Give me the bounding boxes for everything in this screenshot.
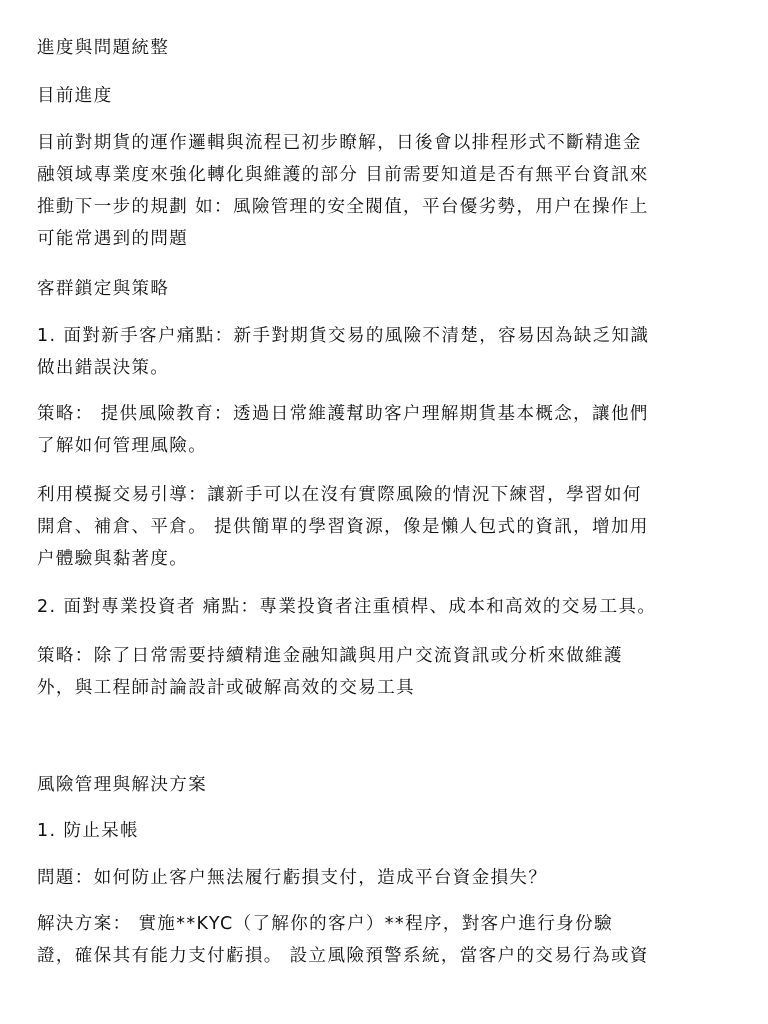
paragraph-line: 户體驗與黏著度。 xyxy=(37,549,189,569)
bad-debt-item xyxy=(37,815,737,847)
paragraph-line: 證，確保其有能力支付虧損。 設立風險預警系統，當客户的交易行為或資 xyxy=(37,946,649,966)
novice-strategy xyxy=(37,398,737,462)
paragraph-line: 融領域專業度來強化轉化與維護的部分 目前需要知道是否有無平台資訊來 xyxy=(37,165,649,185)
paragraph-line: 推動下一步的規劃 如：風險管理的安全閥值，平台優劣勢，用户在操作上 xyxy=(37,197,649,217)
paragraph-line: 問題：如何防止客户無法履行虧損支付，造成平台資金損失？ xyxy=(37,868,548,888)
customers-heading xyxy=(37,273,737,305)
paragraph-line: 可能常遇到的問題 xyxy=(37,229,189,249)
document-title xyxy=(37,32,737,64)
progress-paragraph xyxy=(37,127,737,255)
novice-pain-point xyxy=(37,320,737,384)
paragraph-line: 解決方案： 實施**KYC（了解你的客户）**程序，對客户進行身份驗 xyxy=(37,914,613,934)
paragraph-line: 外，與工程師討論設計或破解高效的交易工具 xyxy=(37,678,415,698)
professional-strategy xyxy=(37,640,737,704)
progress-heading-text: 目前進度 xyxy=(37,86,113,106)
paragraph-line: 做出錯誤決策。 xyxy=(37,358,170,378)
paragraph-line: 了解如何管理風險。 xyxy=(37,436,208,456)
paragraph-line: 目前對期貨的運作邏輯與流程已初步瞭解，日後會以排程形式不斷精進金 xyxy=(37,133,642,153)
customers-heading-text: 客群鎖定與策略 xyxy=(37,279,170,299)
paragraph-line: 1. 面對新手客户痛點：新手對期貨交易的風險不清楚，容易因為缺乏知識 xyxy=(37,326,650,346)
paragraph-line: 2. 面對專業投資者 痛點：專業投資者注重槓桿、成本和高效的交易工具。 xyxy=(37,597,657,617)
progress-heading xyxy=(37,80,737,112)
simulation-guidance xyxy=(37,479,737,575)
paragraph-line: 利用模擬交易引導：讓新手可以在沒有實際風險的情況下練習，學習如何 xyxy=(37,485,642,505)
risk-problem xyxy=(37,862,737,894)
paragraph-line: 策略：除了日常需要持續精進金融知識與用户交流資訊或分析來做維護 xyxy=(37,646,623,666)
paragraph-line: 1. 防止呆帳 xyxy=(37,821,140,841)
risk-solution xyxy=(37,908,737,972)
paragraph-line: 開倉、補倉、平倉。 提供簡單的學習資源，像是懶人包式的資訊，增加用 xyxy=(37,517,649,537)
risk-heading-text: 風險管理與解決方案 xyxy=(37,775,208,795)
paragraph-line: 策略： 提供風險教育：透過日常維護幫助客户理解期貨基本概念，讓他們 xyxy=(37,404,649,424)
professional-pain-point xyxy=(37,591,737,623)
document-title-text: 進度與問題統整 xyxy=(37,38,170,58)
risk-heading xyxy=(37,769,737,801)
